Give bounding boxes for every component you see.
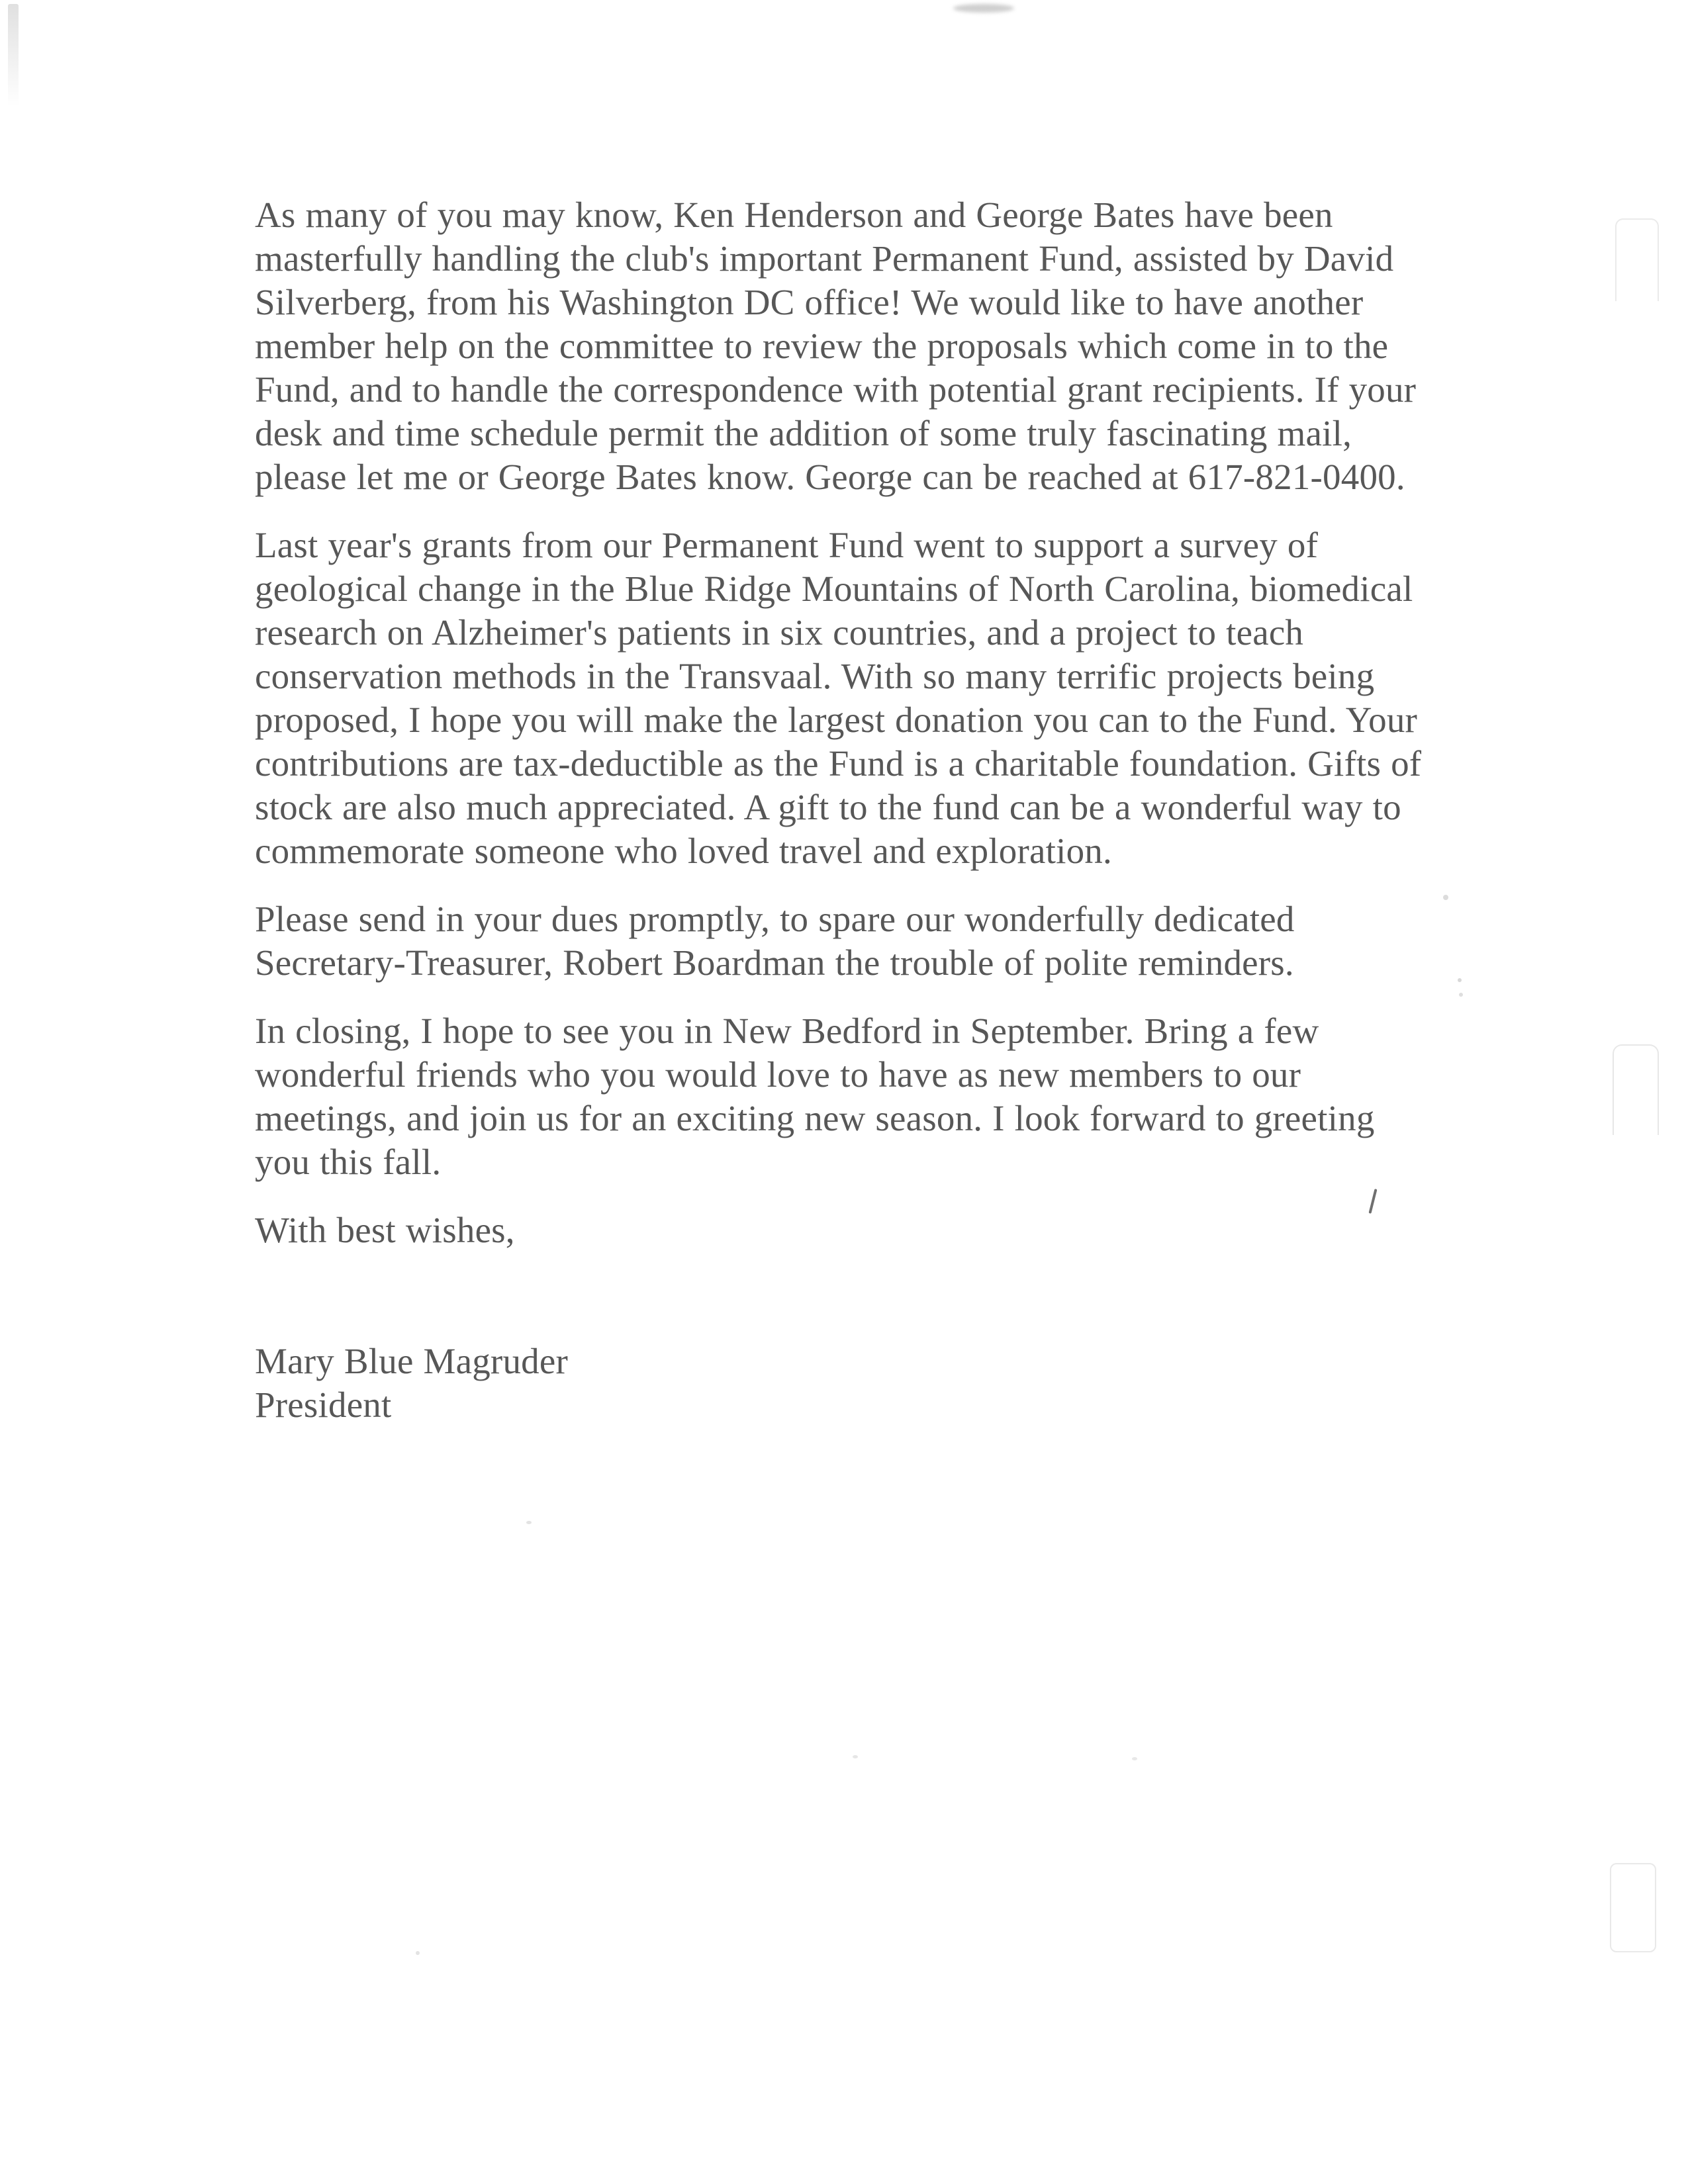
signature-name: Mary Blue Magruder <box>255 1341 568 1381</box>
scan-artifact-topleft-streak <box>8 4 19 107</box>
scan-artifact-top-smudge <box>953 4 1014 13</box>
scan-artifact-page-curl-top <box>1615 218 1659 301</box>
closing-salutation: With best wishes, <box>255 1210 515 1250</box>
paragraph-closing-remarks: In closing, I hope to see you in New Bedford in September. Bring a few wonderful friends who you would love to have as new members to our meetings, and join us for an exciting new season. I look forward to greeting you this fall. <box>255 1011 1375 1182</box>
letter-body <box>255 193 1430 1427</box>
paragraph-last-years-grants: Last year's grants from our Permanent Fund went to support a survey of geological change in the Blue Ridge Mountains of North Carolina, biomedical research on Alzheimer's patients in six countries, and a project to teach conservation methods in the Transvaal. With so many terrific projects being proposed, I hope you will make the largest donation you can to the Fund. Your contributions are tax-deductible as the Fund is a charitable foundation. Gifts of stock are also much appreciated. A gift to the fund can be a wonderful way to commemorate someone who loved travel and exploration. <box>255 525 1422 871</box>
scan-artifact-speck <box>1132 1757 1137 1760</box>
scan-artifact-page-curl-bottom <box>1610 1863 1656 1952</box>
scan-artifact-speck <box>1443 895 1448 900</box>
scan-artifact-speck <box>526 1521 532 1524</box>
paragraph-dues-reminder: Please send in your dues promptly, to spare our wonderfully dedicated Secretary-Treasurer, Robert Boardman the trouble of polite reminders. <box>255 899 1295 983</box>
scan-artifact-speck <box>1459 993 1463 997</box>
paragraph-permanent-fund-committee: As many of you may know, Ken Henderson and George Bates have been masterfully handling the club's important Permanent Fund, assisted by David Silverberg, from his Washington DC office! We would like to have another member help on the committee to review the proposals which come in to the Fund, and to handle the correspondence with potential grant recipients. If your desk and time schedule permit the addition of some truly fascinating mail, please let me or George Bates know. George can be reached at 617-821-0400. <box>255 195 1417 497</box>
scan-artifact-page-curl-middle <box>1613 1044 1659 1135</box>
scan-artifact-speck <box>416 1951 420 1955</box>
scan-artifact-speck <box>1458 978 1462 982</box>
scan-artifact-speck <box>853 1755 858 1758</box>
signature-title: President <box>255 1385 392 1425</box>
